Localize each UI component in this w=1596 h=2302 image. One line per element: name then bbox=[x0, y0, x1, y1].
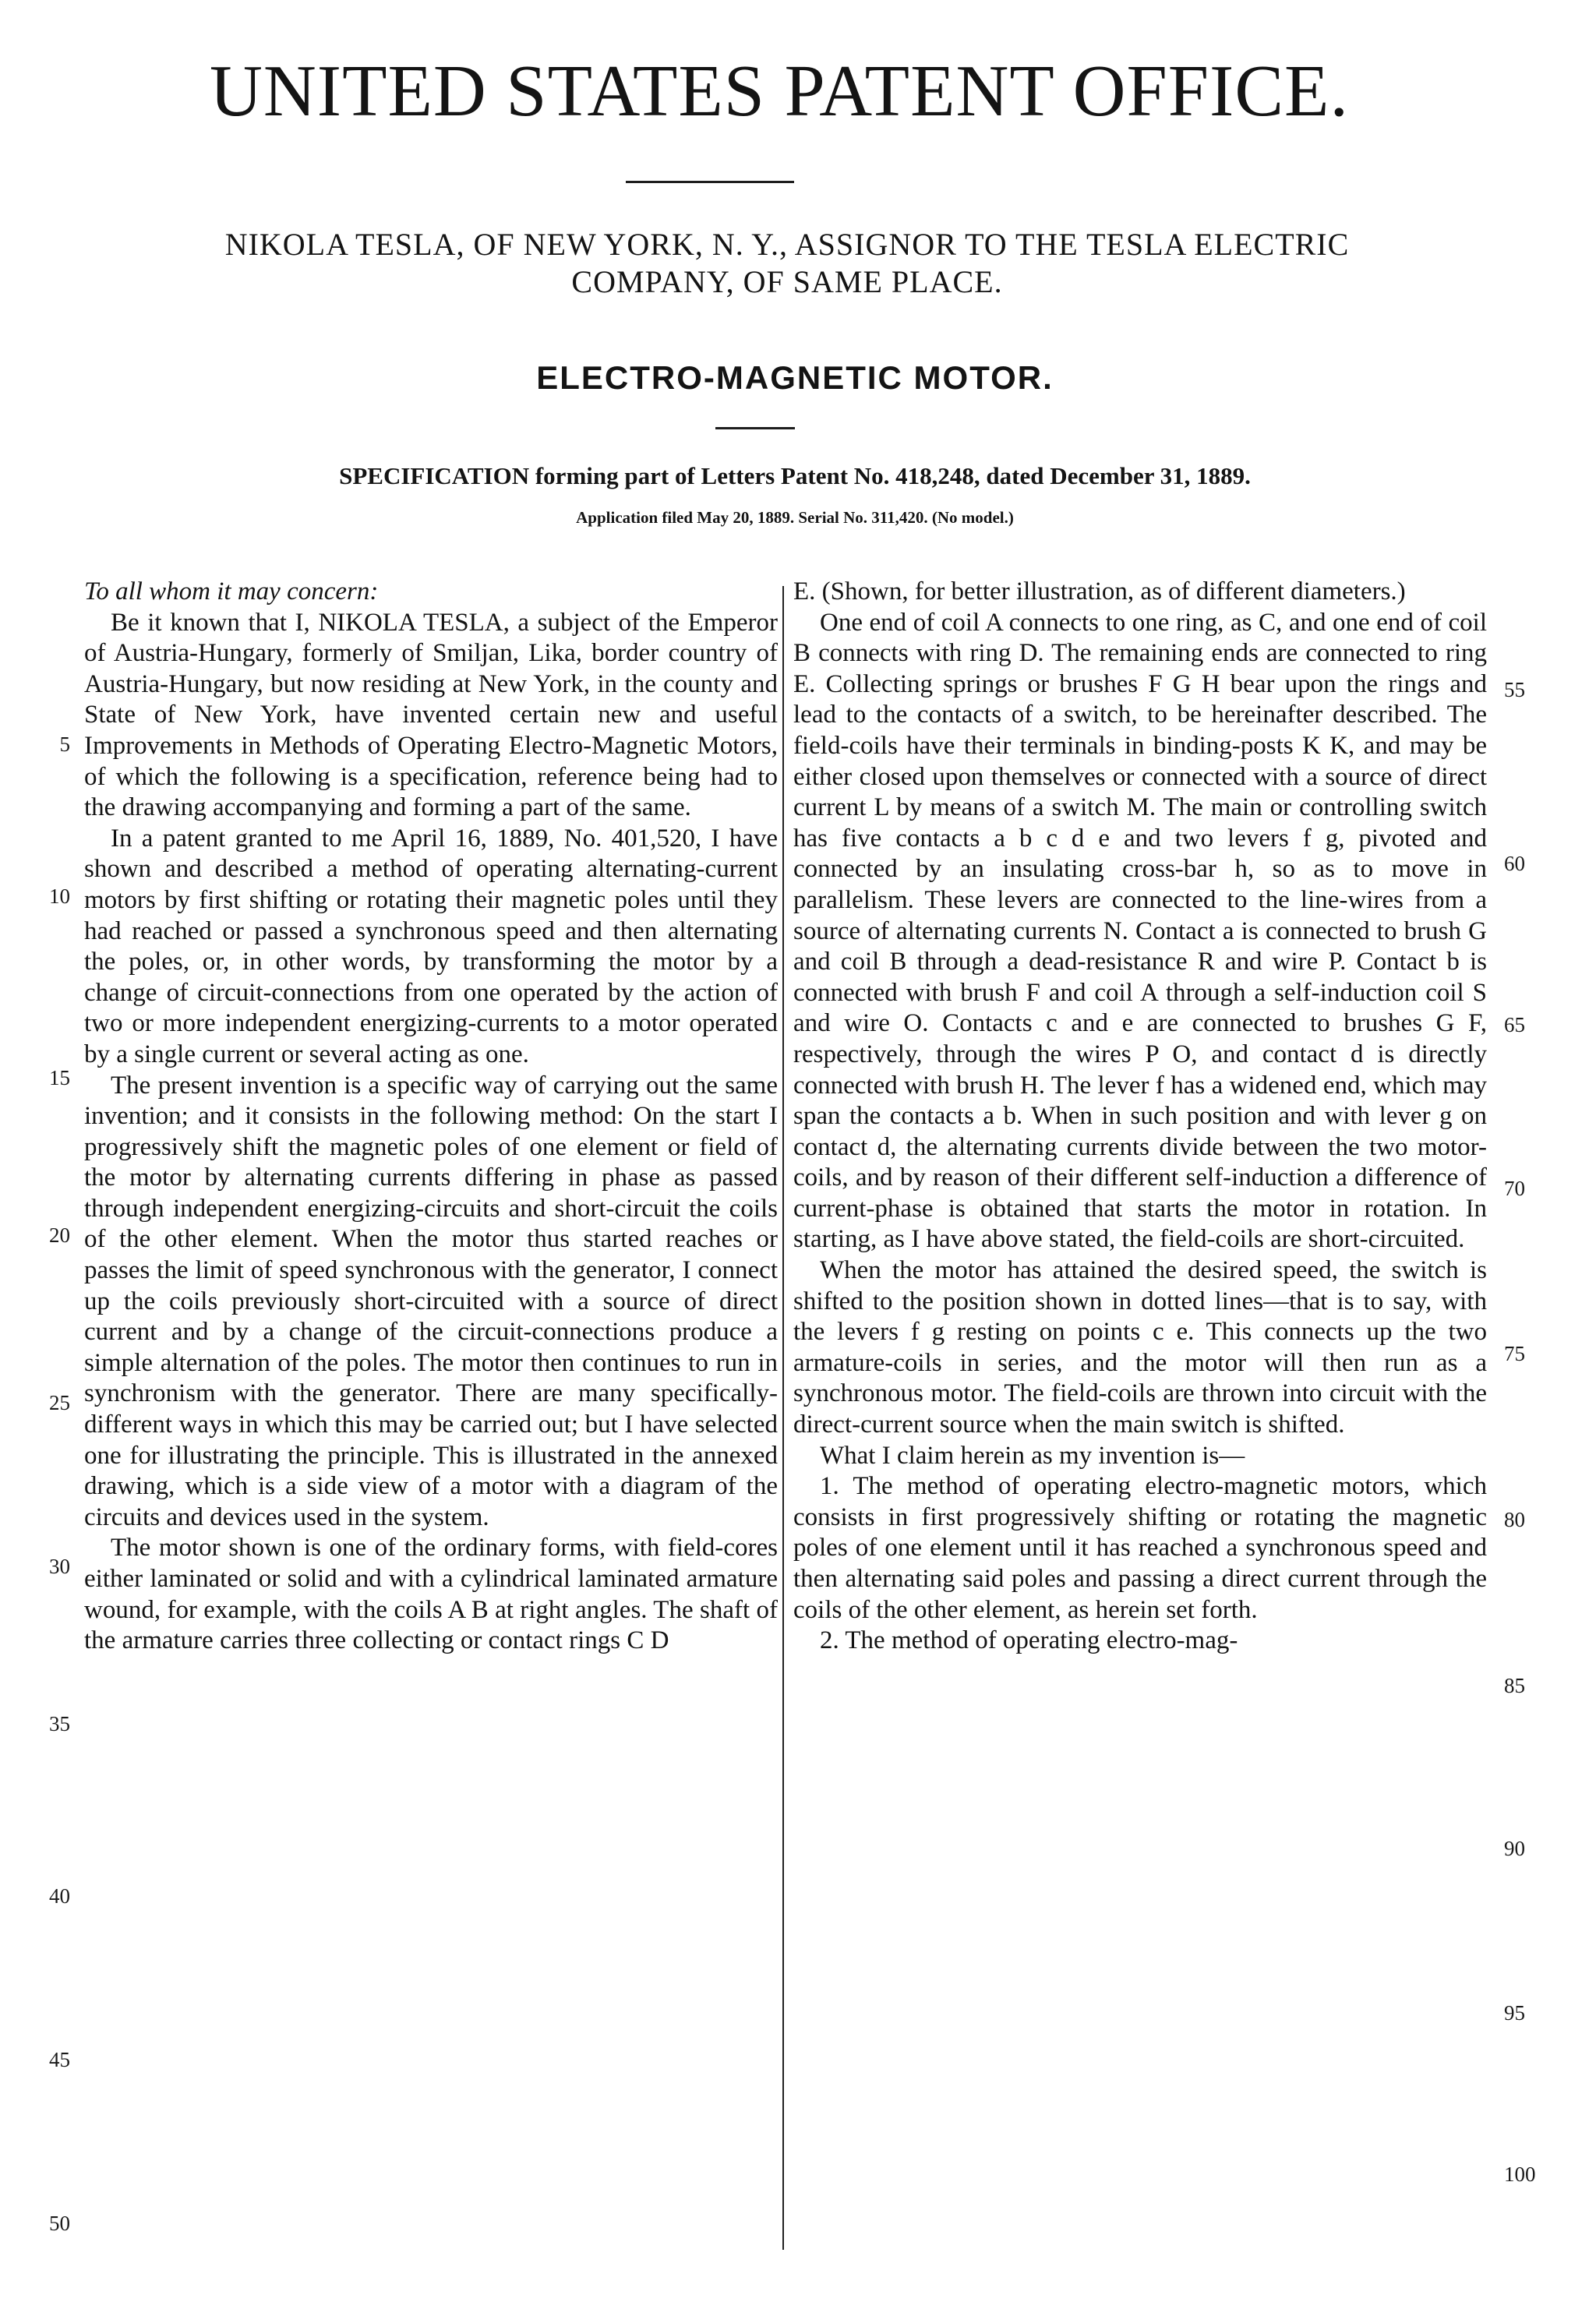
title-divider bbox=[626, 181, 794, 183]
line-number: 80 bbox=[1504, 1508, 1525, 1531]
line-number: 25 bbox=[49, 1391, 70, 1414]
line-number: 30 bbox=[49, 1555, 70, 1578]
line-number: 100 bbox=[1504, 2163, 1536, 2186]
line-number: 75 bbox=[1504, 1342, 1525, 1365]
left-column bbox=[84, 577, 778, 1657]
inventor-block bbox=[62, 226, 1512, 301]
paragraph: Be it known that I, NIKOLA TESLA, a subject of the Emperor of Austria-Hungary, formerly of Smiljan, Lika, border country of Austria-Hungary, but now residing at New York, in the county and State of New York, have invented certain new and useful Improvements in Methods of Operating Electro-Magnetic Motors, of which the following is a specification, reference being had to the drawing accompanying and forming a part of the same. bbox=[84, 608, 778, 822]
line-number: 70 bbox=[1504, 1177, 1525, 1200]
office-title: UNITED STATES PATENT OFFICE. bbox=[210, 51, 1349, 132]
line-number: 15 bbox=[49, 1066, 70, 1089]
paragraph: One end of coil A connects to one ring, as C, and one end of coil B connects with ring D. The remaining ends are connected to ring E. Collecting springs or brushes F G H bear upon the rings and lead to the contacts of a switch, to be hereinafter described. The field-coils have their terminals in binding-posts K K, and may be either closed upon themselves or connected with a source of direct current L by means of a switch M. The main or controlling switch has five contacts a b c d e and two levers f g, pivoted and connected by an insulating cross-bar h, so as to move in parallelism. These levers are connected to the line-wires from a source of alternating currents N. Contact a is connected to brush G and coil B through a dead-resistance R and wire P. Contact b is connected with brush F and coil A through a self-induction coil S and wire O. Contacts c and e are connected to brushes G F, respectively, through the wires P O, and contact d is directly connected with brush H. The lever f has a widened end, which may span the contacts a b. When in such position and with lever g on contact d, the alternating currents divide between the two motor-coils, and by reason of their different self-induction a difference of current-phase is obtained that starts the motor in rotation. In starting, as I have above stated, the field-coils are short-circuited. bbox=[793, 608, 1487, 1254]
salutation: To all whom it may concern: bbox=[84, 577, 379, 606]
paragraph: E. (Shown, for better illustration, as of different diameters.) bbox=[793, 577, 1406, 606]
line-number: 65 bbox=[1504, 1013, 1525, 1036]
line-number: 45 bbox=[49, 2048, 70, 2071]
paragraph: The present invention is a specific way of carrying out the same invention; and it consists in the following method: On the start I progressively shift the magnetic poles of one element or field of the motor by alternating currents differing in phase as passed through independent energizing-circuits and short-circuit the coils of the other element. When the motor thus started reaches or passes the limit of speed synchronous with the generator, I connect up the coils previously short-circuited with a source of direct current and by a change of the circuit-connections produce a simple alternation of the poles. The motor then continues to run in synchronism with the generator. There are many specifically-different ways in which this may be carried out; but I have selected one for illustrating the principle. This is illustrated in the annexed drawing, which is a side view of a motor with a diagram of the circuits and devices used in the system. bbox=[84, 1071, 778, 1531]
paragraph: In a patent granted to me April 16, 1889, No. 401,520, I have shown and described a method of operating alternating-current motors by first shifting or rotating their magnetic poles until they had reached or passed a synchronous speed and then alternating the poles, or, in other words, by transforming the motor by a change of circuit-connections from one operated by the action of two or more independent energizing-currents to a motor operated by a single current or several acting as one. bbox=[84, 824, 778, 1068]
paragraph: The motor shown is one of the ordinary forms, with field-cores either laminated or solid and with a cylindrical laminated armature wound, for example, with the coils A B at right angles. The shaft of the armature carries three collecting or contact rings C D bbox=[84, 1534, 778, 1655]
column-divider bbox=[782, 586, 784, 2250]
application-line: Application filed May 20, 1889. Serial No. 311,420. (No model.) bbox=[576, 508, 1014, 527]
claim: 2. The method of operating electro-mag- bbox=[820, 1626, 1238, 1655]
paragraph: When the motor has attained the desired speed, the switch is shifted to the position shown in dotted lines—that is to say, with the levers f g resting on points c e. This connects up the two armature-coils in series, and the motor will then run as a synchronous motor. The field-coils are thrown into circuit with the direct-current source when the main switch is shifted. bbox=[793, 1256, 1487, 1439]
line-number: 20 bbox=[49, 1223, 70, 1247]
line-number: 50 bbox=[49, 2212, 70, 2235]
claims-intro: What I claim herein as my invention is— bbox=[820, 1441, 1245, 1470]
line-number: 95 bbox=[1504, 2001, 1525, 2025]
line-number: 55 bbox=[1504, 678, 1525, 701]
specification-line: SPECIFICATION forming part of Letters Patent No. 418,248, dated December 31, 1889. bbox=[339, 462, 1251, 489]
line-number: 60 bbox=[1504, 852, 1525, 875]
line-number: 85 bbox=[1504, 1674, 1525, 1697]
inventor-line-2: COMPANY, OF SAME PLACE. bbox=[571, 264, 1003, 299]
line-number: 5 bbox=[59, 733, 70, 756]
claim: 1. The method of operating electro-magnetic motors, which consists in first progressively shifting or rotating the magnetic poles of one element until it has reached a synchronous speed and then alternating said poles and passing a direct current through the coils of the other element, as herein set forth. bbox=[793, 1472, 1487, 1624]
right-column bbox=[793, 577, 1487, 1657]
subject-heading: ELECTRO-MAGNETIC MOTOR. bbox=[536, 359, 1054, 396]
line-number: 90 bbox=[1504, 1837, 1525, 1860]
line-number: 35 bbox=[49, 1712, 70, 1735]
line-number: 40 bbox=[49, 1884, 70, 1908]
inventor-line-1: NIKOLA TESLA, OF NEW YORK, N. Y., ASSIGNOR TO THE TESLA ELECTRIC bbox=[224, 227, 1350, 262]
line-number: 10 bbox=[49, 884, 70, 908]
subject-divider bbox=[715, 427, 795, 429]
